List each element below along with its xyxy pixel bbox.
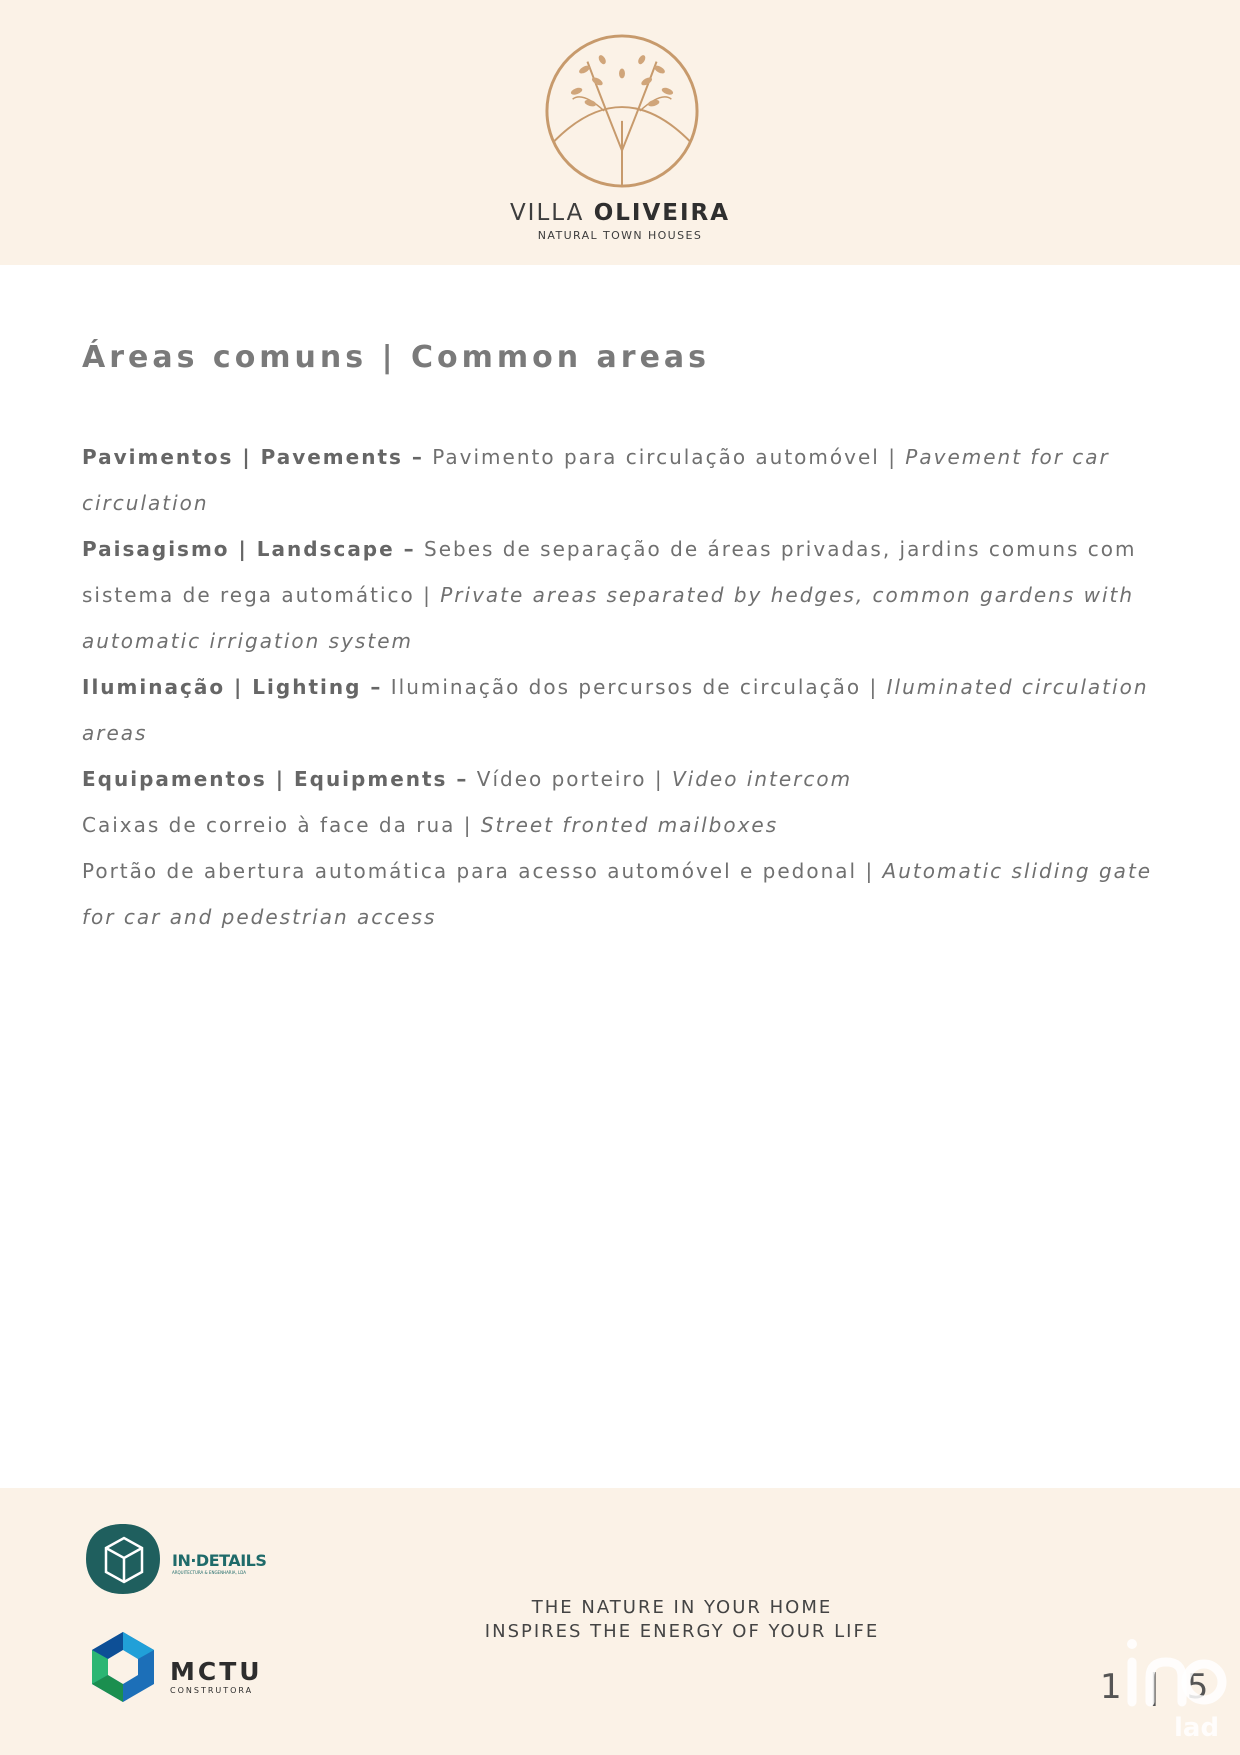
spec-line <box>82 848 1162 940</box>
brand-bold: OLIVEIRA <box>593 200 731 226</box>
brand-name <box>0 200 1240 226</box>
spec-text-en: Video intercom <box>671 767 853 791</box>
brand-light: VILLA <box>509 200 585 226</box>
spec-line <box>82 802 1162 848</box>
spec-label: Iluminação | Lighting – <box>82 675 383 699</box>
spec-text-pt: Pavimento para circulação automóvel | <box>432 445 897 469</box>
brand-tagline: NATURAL TOWN HOUSES <box>537 229 703 242</box>
spec-list <box>82 434 1162 940</box>
spec-text-pt: Iluminação dos percursos de circulação | <box>390 675 879 699</box>
slogan-line-1: THE NATURE IN YOUR HOME <box>531 1597 833 1618</box>
spec-text-pt: Vídeo porteiro | <box>476 767 664 791</box>
spec-text-en: Private areas separated by hedges, common gardens with automatic irrigation system <box>82 583 1135 653</box>
spec-text-en: Pavement for car circulation <box>82 445 1110 515</box>
page-number: 1 | 5 <box>1100 1667 1217 1707</box>
spec-text-en: Automatic sliding gate for car and pedestrian access <box>82 859 1153 929</box>
partner-mctu-name: MCTU <box>170 1657 263 1686</box>
spec-item <box>82 756 1162 802</box>
spec-label: Pavimentos | Pavements – <box>82 445 424 469</box>
spec-text-pt: Portão de abertura automática para acesso automóvel e pedonal | <box>82 859 875 883</box>
indetails-logo-icon <box>84 1522 162 1596</box>
section-title: Áreas comuns | Common areas <box>82 340 711 375</box>
spec-item <box>82 526 1162 664</box>
slogan-line-2: INSPIRES THE ENERGY OF YOUR LIFE <box>484 1621 880 1642</box>
spec-text-pt: Sebes de separação de áreas privadas, jardins comuns com sistema de rega automático | <box>82 537 1137 607</box>
spec-item <box>82 434 1162 526</box>
partner-mctu-sub: CONSTRUTORA <box>170 1686 254 1695</box>
spec-text-en: Street fronted mailboxes <box>480 813 779 837</box>
imoiad-watermark-icon <box>1118 1632 1230 1742</box>
svg-text:lad: lad <box>1174 1713 1220 1742</box>
spec-item <box>82 664 1162 756</box>
spec-label: Equipamentos | Equipments – <box>82 767 469 791</box>
footer-slogan <box>0 1596 1240 1644</box>
olive-tree-logo-icon <box>543 32 701 190</box>
spec-text-en: Iluminated circulation areas <box>82 675 1149 745</box>
partner-indetails-name: IN·DETAILS <box>172 1551 267 1570</box>
partner-indetails-sub: ARQUITECTURA & ENGENHARIA, LDA <box>172 1570 247 1575</box>
spec-label: Paisagismo | Landscape – <box>82 537 416 561</box>
spec-text-pt: Caixas de correio à face da rua | <box>82 813 473 837</box>
